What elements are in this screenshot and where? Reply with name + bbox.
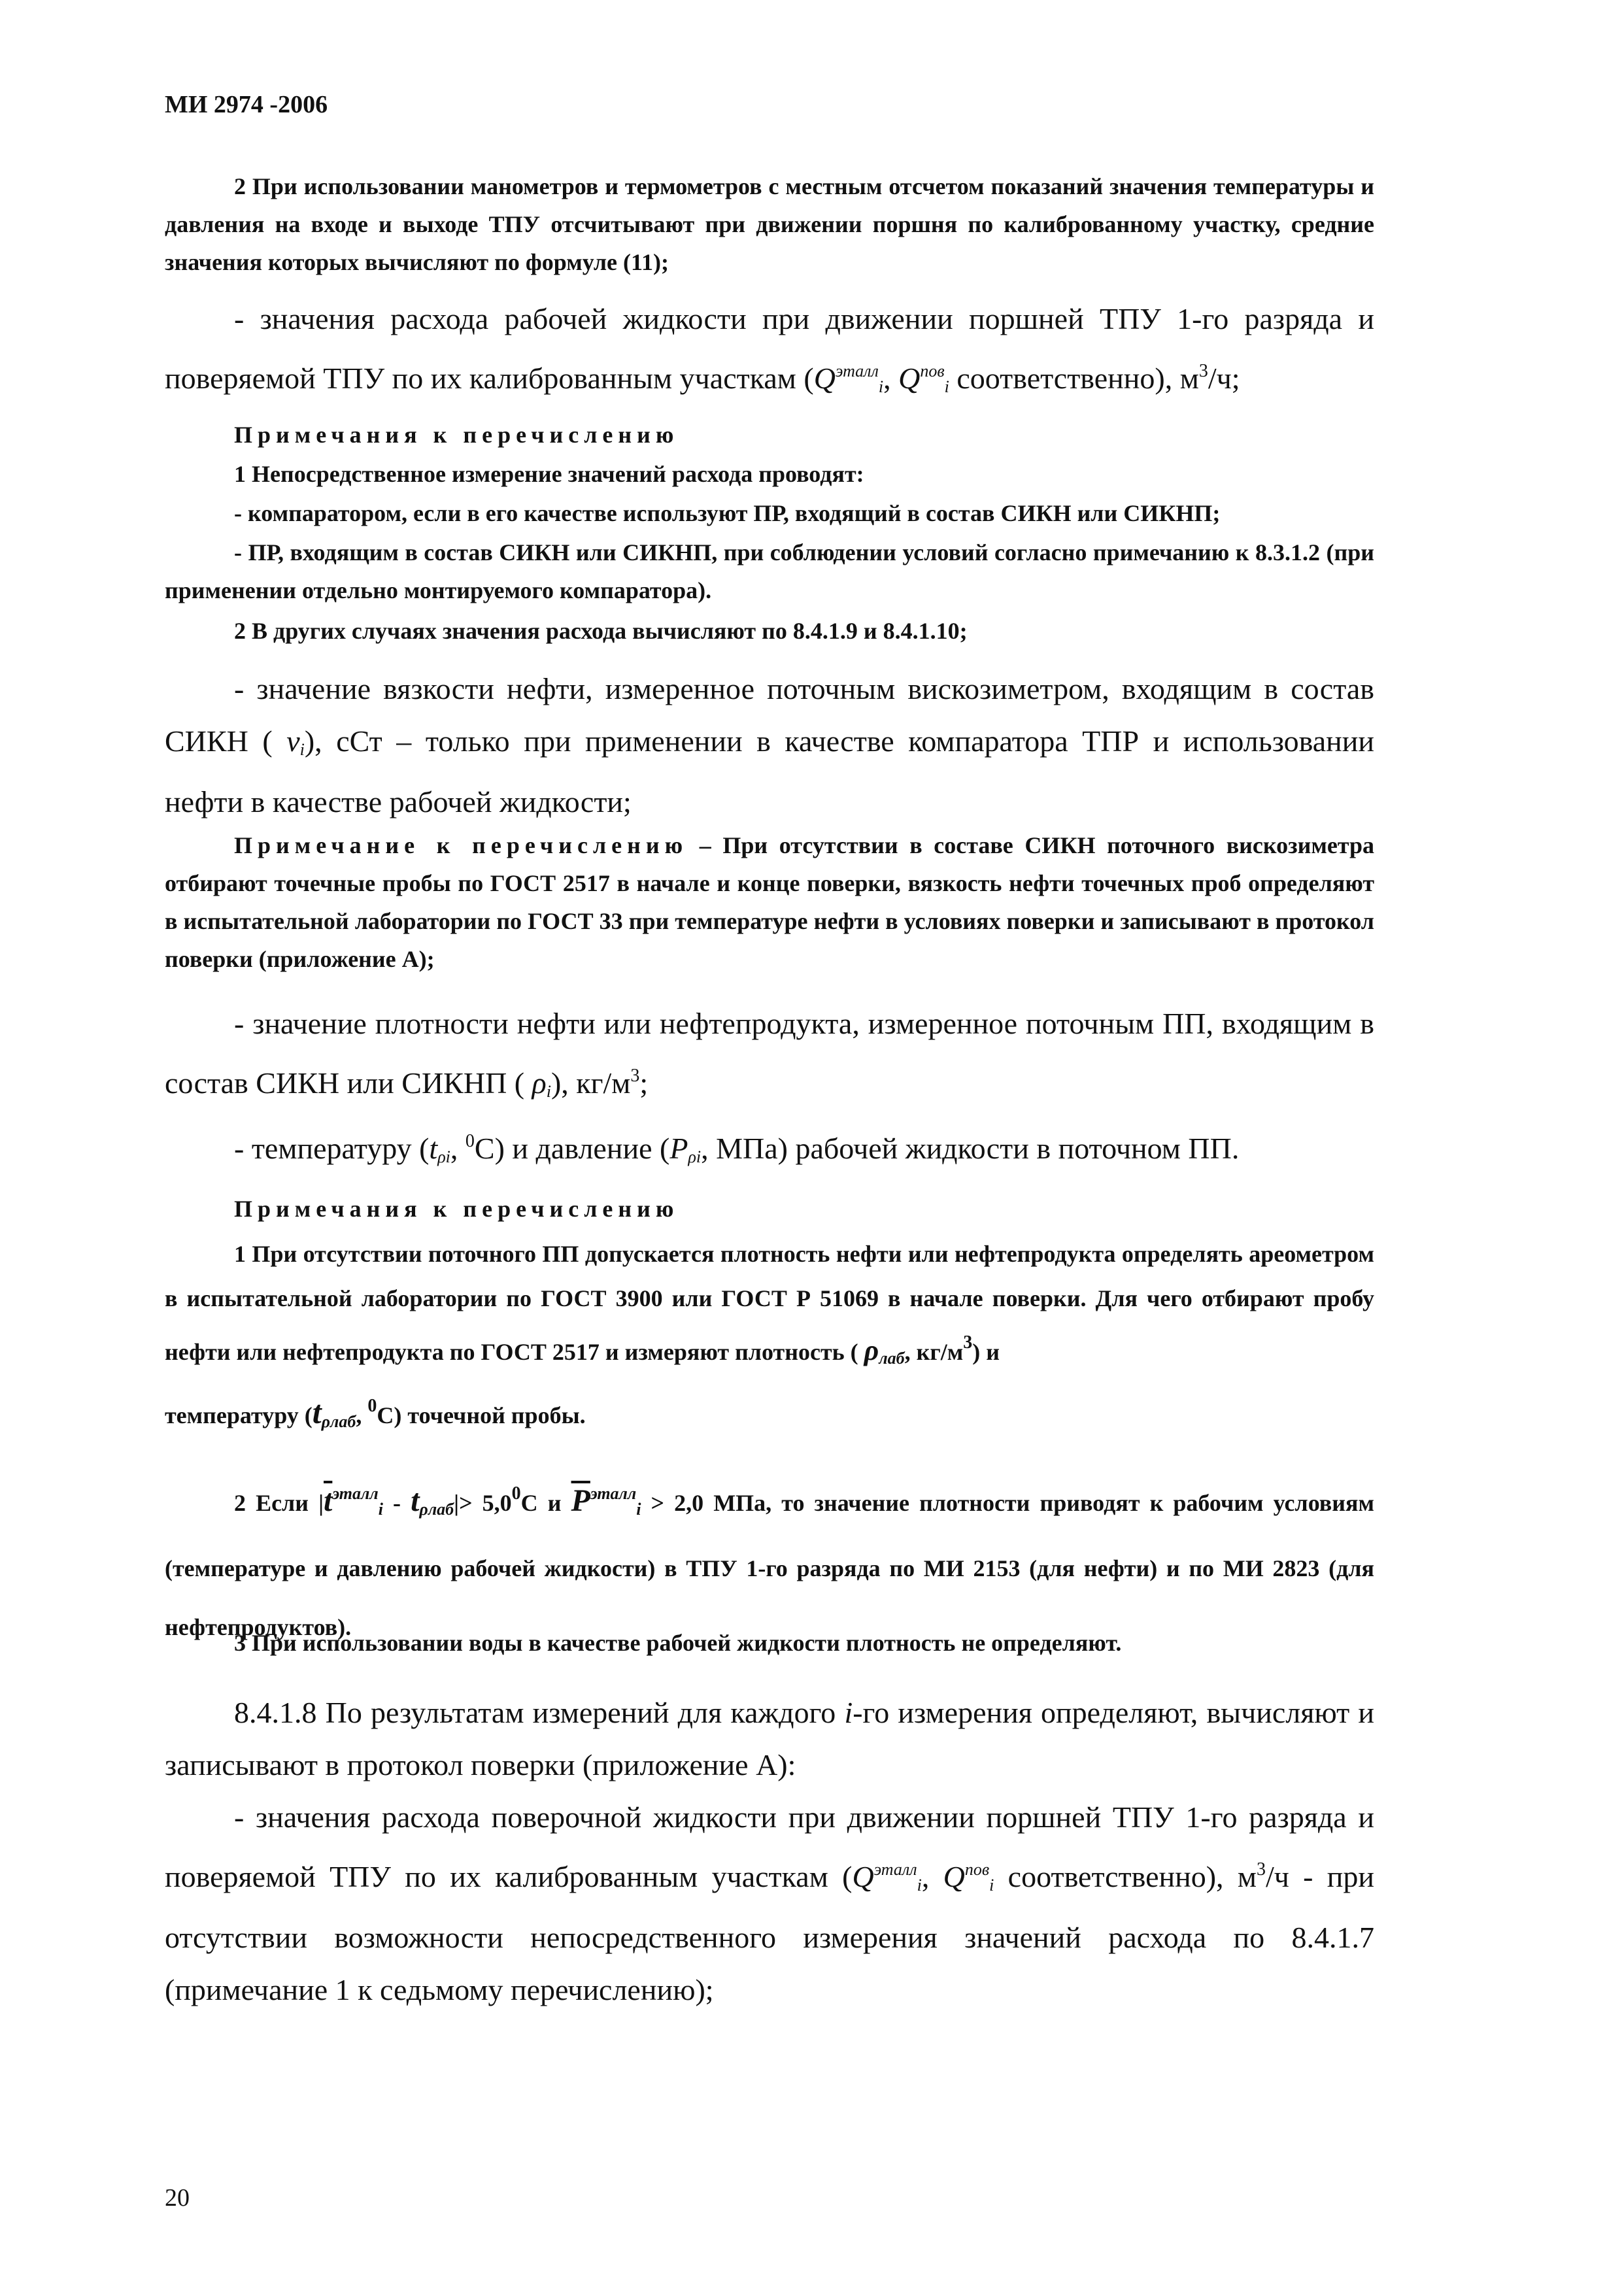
note-text: С) точечной пробы. <box>377 1402 586 1428</box>
symbol-t: t <box>429 1132 438 1165</box>
subscript-rho-lab: ρлаб <box>419 1500 454 1519</box>
note-text: ) и <box>972 1339 1000 1365</box>
symbol-t: t <box>411 1483 420 1518</box>
symbol-i: i <box>844 1696 853 1729</box>
subscript-i: i <box>299 740 305 759</box>
symbol-q: Q <box>813 362 836 395</box>
notes-heading <box>165 416 1374 454</box>
body-paragraph-8418 <box>165 1687 1374 1791</box>
body-text: ; <box>639 1066 649 1100</box>
body-text: соответственно), м <box>1007 1860 1257 1893</box>
body-paragraph-calibration-flow: - значения расхода поверочной жидкости при движении поршней ТПУ 1-го разряда и поверяемой ТПУ по их калиброванным участкам ($Q^{эталл}_i$, $Q^{пов}_i$ соответственно), $м^3/ч$ - при отсутствии возможности непосредственного измерения значений расхода по 8.4.1.7 (примечание 1 к седьмому перечислению); <box>165 1800 1375 2006</box>
note-text: – При отсутствии в составе СИКН поточного вискозиметра отбирают точечные пробы по ГОСТ 2517 в начале и конце поверки, вязкость нефти точечных проб определяют в испытательной лаборатории по ГОСТ 33 при температуре нефти в условиях поверки и записывают в протокол поверки (приложение А); <box>165 832 1374 972</box>
spaced-heading: Примечания к перечислению <box>234 422 679 448</box>
note-text: - компаратором, если в его качестве используют ПР, входящий в состав СИКН или СИКНП; <box>234 500 1221 526</box>
spaced-heading: Примечание к перечислению <box>234 832 688 858</box>
superscript-etal: эталл <box>835 362 879 380</box>
symbol-q: Q <box>898 362 921 395</box>
symbol-q: Q <box>943 1860 965 1893</box>
body-paragraph-density <box>165 998 1374 1118</box>
subscript-rho-i: ρi <box>688 1147 702 1166</box>
superscript-etal: эталл <box>873 1860 917 1879</box>
subscript-rho-i: ρi <box>437 1147 450 1166</box>
document-header: МИ 2974 -2006 <box>165 91 328 118</box>
body-text: , МПа) рабочей жидкости в поточном ПП. <box>701 1132 1240 1165</box>
body-text: - значение вязкости нефти, измеренное поточным вискозиметром, входящим в состав СИКН ( <box>165 672 1374 758</box>
subscript-i: i <box>546 1082 551 1101</box>
body-text: ), сСт – только при применении в качестве компаратора ТПР и использовании нефти в качестве рабочей жидкости; <box>165 724 1374 818</box>
note-text: 3 При использовании воды в качестве рабочей жидкости плотность не определяют. <box>234 1630 1122 1656</box>
subscript-i: i <box>636 1500 641 1519</box>
note-text: 2 В других случаях значения расхода вычисляют по 8.4.1.9 и 8.4.1.10; <box>234 618 968 644</box>
symbol-p: P <box>669 1132 688 1165</box>
superscript-pov: пов <box>920 362 945 380</box>
body-text: - значения расхода поверочной жидкости при движении поршней ТПУ 1-го разряда и поверяемой ТПУ по их калиброванным участкам ( <box>165 1800 1374 1893</box>
subscript-i: i <box>944 377 949 396</box>
body-text: , <box>450 1132 465 1165</box>
superscript-3: 3 <box>630 1066 640 1086</box>
note-item <box>165 612 1374 650</box>
note-text: 2 При использовании манометров и термометров с местным отсчетом показаний значения температуры и давления на входе и выходе ТПУ отсчитывают при движении поршня по калиброванному участку, средние значения которых вычисляют по формуле (11); <box>165 173 1374 275</box>
symbol-q: Q <box>852 1860 874 1893</box>
body-text: /ч - при отсутствии возможности непосредственного измерения значений расхода по 8.4.1.7 (примечание 1 к седьмому перечислению); <box>165 1860 1375 2006</box>
note-text: , <box>356 1402 368 1428</box>
body-text: -го измерения определяют, вычисляют и записывают в протокол поверки (приложение А): <box>165 1696 1374 1781</box>
body-text: /ч; <box>1208 362 1240 395</box>
symbol-t: t <box>312 1394 322 1430</box>
symbol-rho: ρ <box>864 1334 879 1366</box>
body-text: 8.4.1.8 По результатам измерений для каждого <box>234 1696 845 1729</box>
superscript-0: 0 <box>465 1131 475 1151</box>
note-item <box>165 494 1374 532</box>
superscript-0: 0 <box>511 1483 521 1504</box>
note-paragraph-areometer <box>165 1232 1374 1381</box>
superscript-etal: эталл <box>332 1484 379 1503</box>
superscript-3: 3 <box>1256 1859 1266 1880</box>
subscript-i: i <box>989 1876 994 1895</box>
spaced-heading: Примечания к перечислению <box>234 1196 679 1222</box>
body-text: - значение плотности нефти или нефтепродукта, измеренное поточным ПП, входящим в состав СИКН или СИКНП ( <box>165 1007 1374 1100</box>
symbol-p-mean: $\overline{P}$ <box>571 1483 590 1518</box>
note-text: |> 5,0 <box>454 1490 512 1516</box>
body-paragraph-flow-rate: - значения расхода рабочей жидкости при движении поршней ТПУ 1-го разряда и поверяемой ТПУ по их калиброванным участкам ($Q^{эталл}_i$, $Q^{пов}_i$ соответственно), $м^3/ч$; <box>165 302 1374 396</box>
subscript-i: i <box>378 1500 383 1519</box>
body-text: - температуру ( <box>234 1132 430 1165</box>
note-paragraph-viscosity <box>165 826 1374 978</box>
note-text: - <box>382 1490 411 1516</box>
superscript-etal: эталл <box>590 1484 637 1503</box>
note-text: 1 При отсутствии поточного ПП допускается плотность нефти или нефтепродукта определять ареометром в испытательной лаборатории по ГОСТ 3900 или ГОСТ Р 51069 в начале поверки. Для чего отбирают пробу нефти или нефтепродукта по ГОСТ 2517 и измеряют плотность ( <box>165 1241 1374 1365</box>
body-text: ), кг/м <box>550 1066 631 1100</box>
note-paragraph-1 <box>165 167 1374 281</box>
body-paragraph-viscosity <box>165 663 1374 828</box>
superscript-3: 3 <box>963 1332 973 1353</box>
note-text: температуру ( <box>165 1402 313 1428</box>
note-text: С и <box>520 1490 571 1516</box>
superscript-pov: пов <box>964 1860 990 1879</box>
note-text: 2 Если | <box>234 1490 324 1516</box>
note-paragraph-areometer-cont <box>165 1387 1374 1441</box>
note-text: - ПР, входящим в состав СИКН или СИКНП, при соблюдении условий согласно примечанию к 8.3.1.2 (при применении отдельно монтируемого компаратора). <box>165 539 1374 603</box>
subscript-lab: лаб <box>879 1349 905 1368</box>
note-text: 1 Непосредственное измерение значений расхода проводят: <box>234 461 864 487</box>
symbol-rho: ρ <box>532 1066 547 1100</box>
note-paragraph-water <box>165 1624 1374 1662</box>
body-text: соответственно), м <box>956 362 1199 395</box>
note-item <box>165 455 1374 493</box>
body-text: - значения расхода рабочей жидкости при движении поршней ТПУ 1-го разряда и поверяемой ТПУ по их калиброванным участкам ( <box>165 302 1374 395</box>
superscript-3: 3 <box>1198 361 1208 381</box>
subscript-rho-lab: ρлаб <box>321 1412 356 1431</box>
body-text: С) и давление ( <box>474 1132 670 1165</box>
page-number: 20 <box>165 2184 190 2212</box>
note-text: , кг/м <box>904 1339 964 1365</box>
body-paragraph-temperature <box>165 1115 1374 1183</box>
subscript-i: i <box>917 1876 922 1895</box>
superscript-0: 0 <box>367 1396 377 1416</box>
symbol-t-mean: $\overline{t}$ <box>324 1483 333 1518</box>
subscript-i: i <box>878 377 884 396</box>
note-text: > 2,0 МПа, то значение плотности приводят к рабочим условиям (температуре и давлению рабочей жидкости) в ТПУ 1-го разряда по МИ 2153 (для нефти) и по МИ 2823 (для нефтепродуктов). <box>165 1490 1374 1640</box>
note-item <box>165 533 1374 609</box>
symbol-nu: ν <box>286 724 300 758</box>
notes-heading <box>165 1190 1374 1228</box>
